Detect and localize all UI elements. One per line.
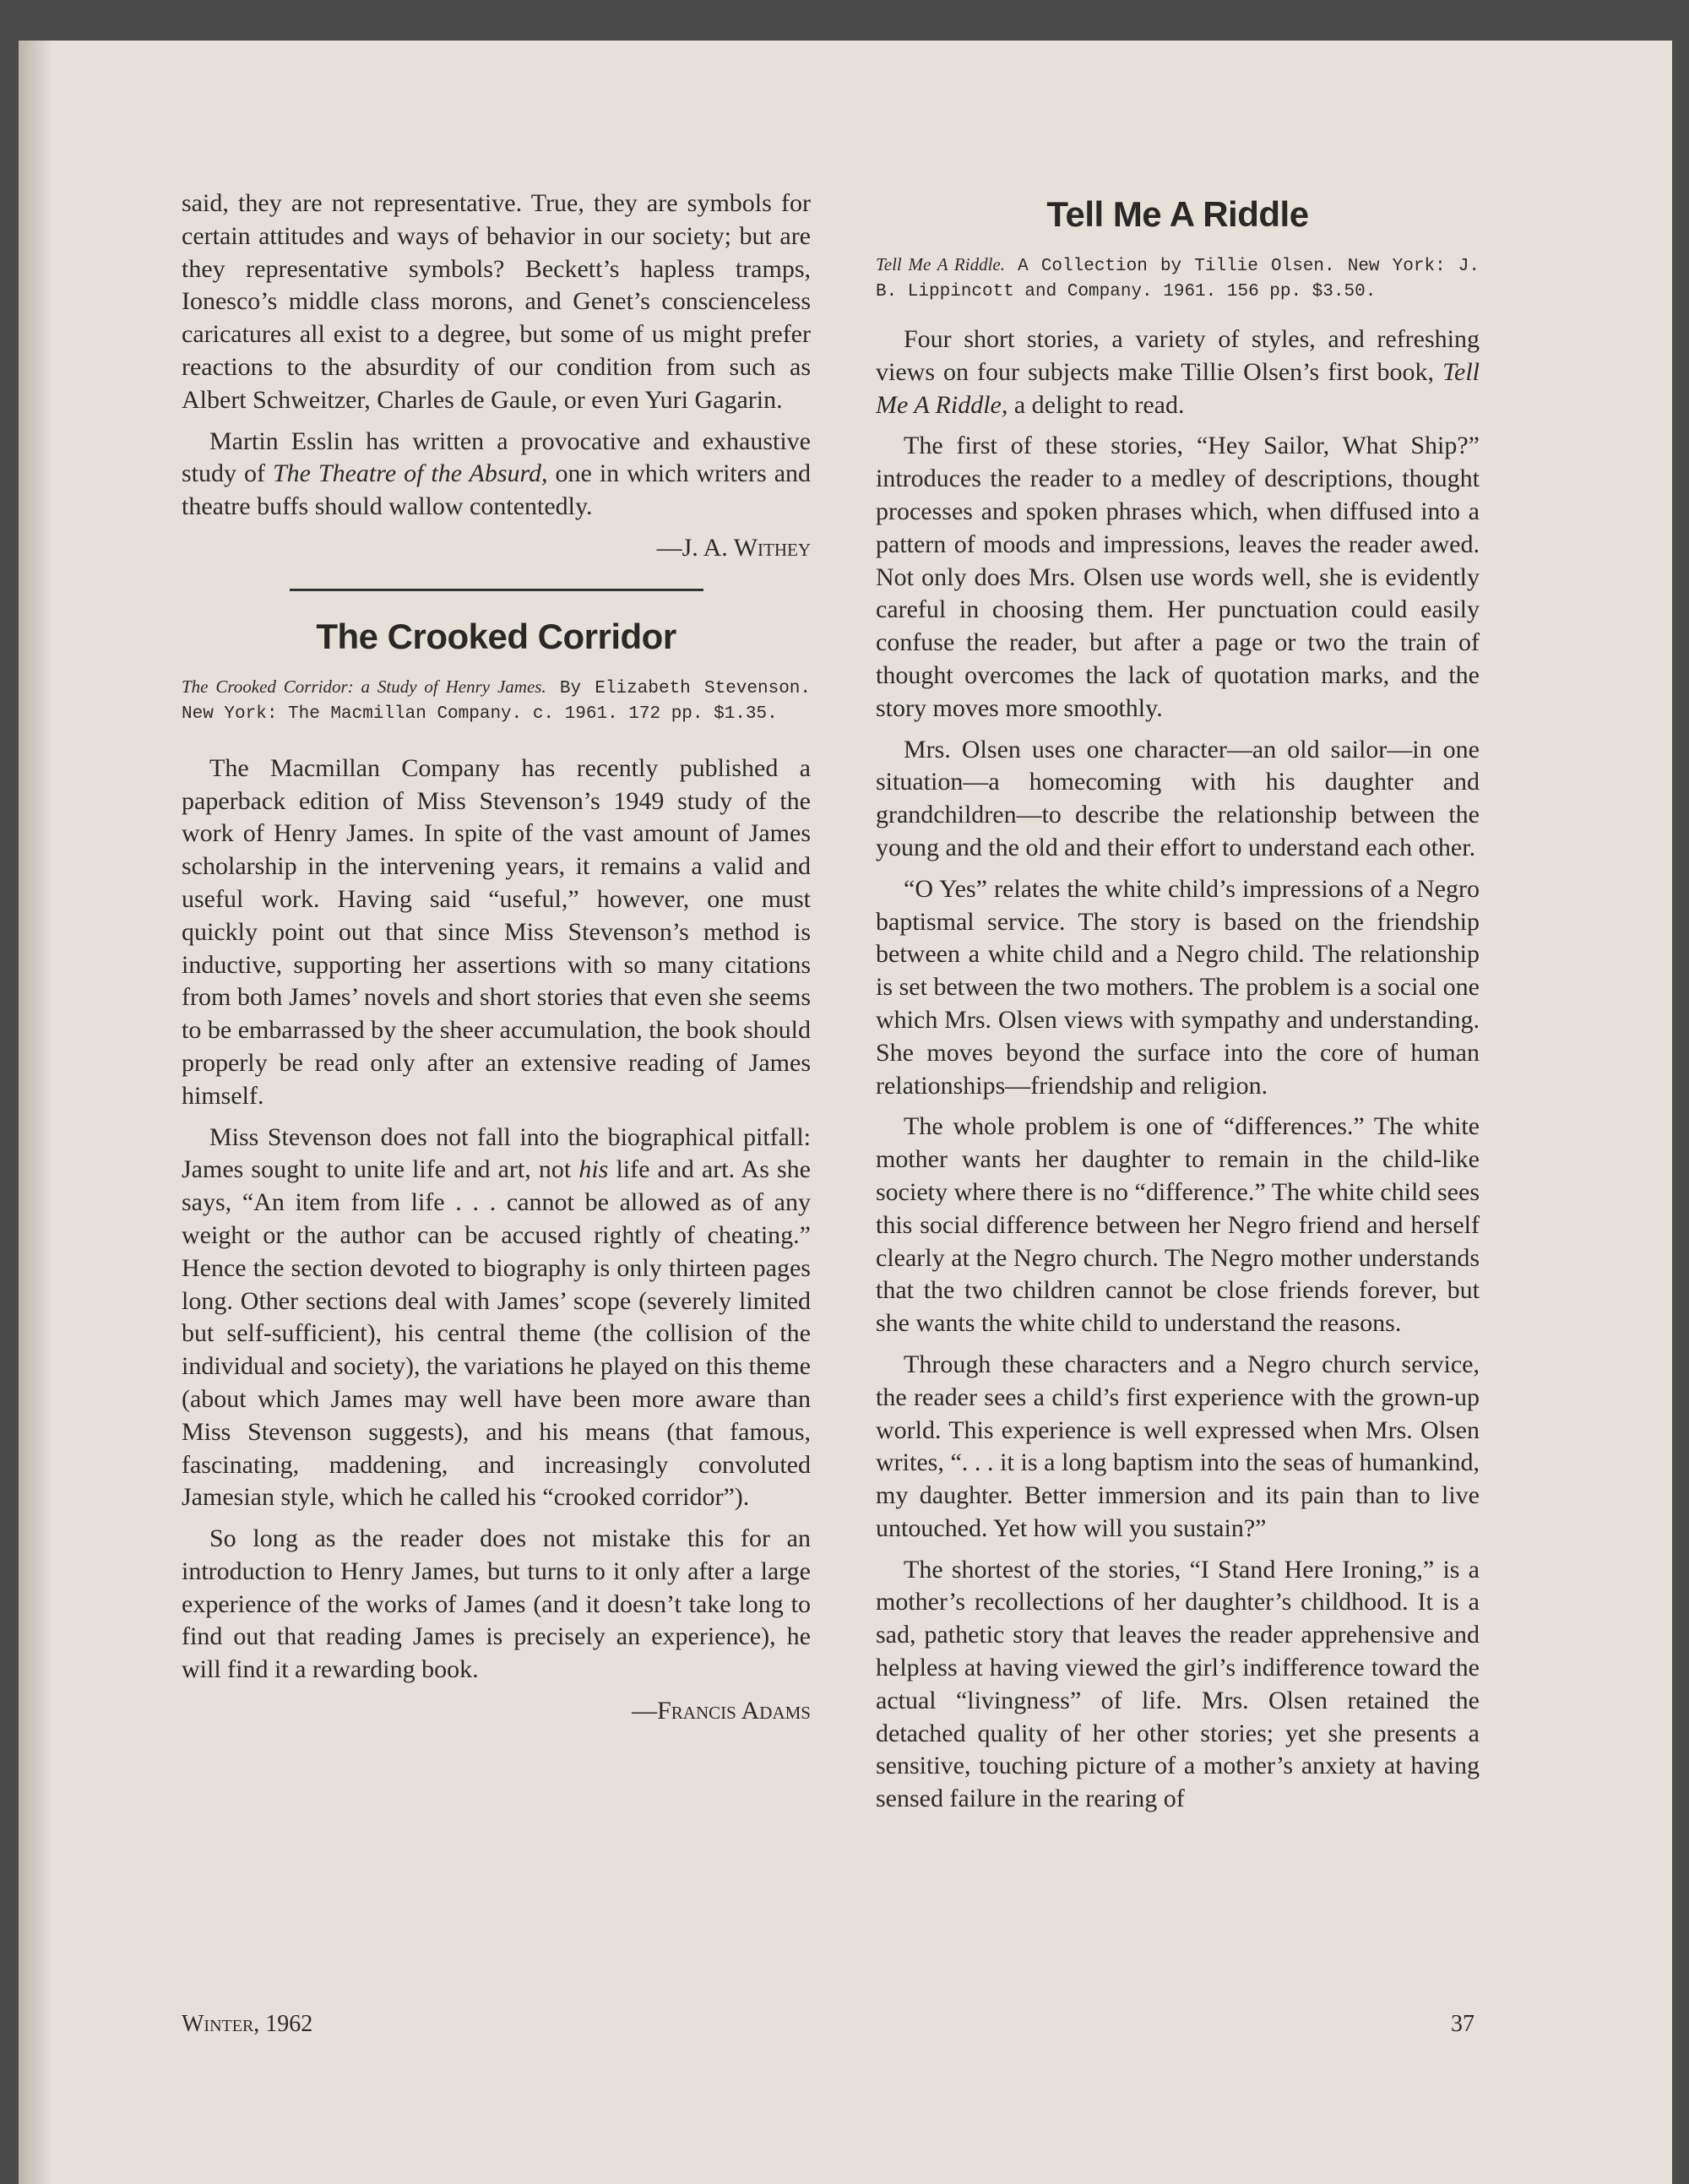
page-number: 37 [1451, 2011, 1474, 2037]
paragraph [182, 187, 811, 417]
paragraph [876, 873, 1480, 1103]
book-citation [876, 252, 1480, 305]
text-run: “O Yes” relates the white child’s impressions of a Negro baptismal service. The story is based on the friendship between a white child and a Negro child. The relationship is set between the two mothers. The problem is a social one which Mrs. Olsen views with sympathy and understanding. She moves beyond the surface into the core of human relationships—friendship and religion. [876, 874, 1480, 1100]
paragraph [182, 752, 811, 1113]
text-run: Mrs. Olsen uses one character—an old sailor—in one situation—a homecoming with his daughter and grandchildren—to describe the relationship between the young and the old and their effort to understand each other. [876, 735, 1480, 861]
review-body [876, 323, 1480, 1816]
section-divider [290, 589, 703, 591]
previous-review-ending [182, 187, 811, 524]
italic-title: The Crooked Corridor: a Study of Henry James. [182, 676, 546, 697]
page-spine-shadow [19, 41, 52, 2184]
text-run: life and art. As she says, “An item from life . . . cannot be allowed as of any weight or the author can be accused rightly of cheating.” Hence the section devoted to biography is only thirteen pages long. Other sections deal with James’ scope (severely limited but self-sufficient), his central theme (the collision of the individual and society), the variations he played on this theme (about which James may well have been more aware than Miss Stevenson suggests), and his means (that famous, fascinating, maddening, and increasingly convoluted Jamesian style, which he called his “crooked corridor”). [182, 1155, 811, 1512]
text-run: The shortest of the stories, “I Stand Here Ironing,” is a mother’s recollections of her daughter’s childhood. It is a sad, pathetic story that leaves the reader apprehensive and helpless at having viewed the girl’s indifference toward the actual “livingness” of life. Mrs. Olsen retained the detached quality of her other stories; yet she presents a sensitive, touching picture of a mother’s anxiety at having sensed failure in the rearing of [876, 1555, 1480, 1813]
text-run: one in which writers and theatre buffs should wallow contentedly. [182, 459, 812, 521]
issue-label: Winter, 1962 [182, 2011, 313, 2037]
paragraph [876, 734, 1480, 865]
review-title: Tell Me A Riddle [1046, 194, 1309, 234]
paragraph [876, 323, 1480, 421]
book-citation [182, 674, 811, 727]
text-run: Through these characters and a Negro church service, the reader sees a child’s first experience with the grown-up world. This experience is well expressed when Mrs. Olsen writes, “. . . it is a long baptism into the seas of humankind, my daughter. Better immersion and its pain than to live untouched. Yet how will you sustain?” [876, 1350, 1480, 1542]
review-body [182, 752, 811, 1687]
review-title: The Crooked Corridor [316, 616, 676, 656]
paragraph [182, 1122, 811, 1515]
paragraph [182, 1523, 811, 1687]
left-column [182, 187, 811, 1752]
paragraph [876, 1111, 1480, 1340]
paragraph [182, 426, 811, 524]
text-run: a delight to read. [1007, 390, 1185, 419]
text-run: The whole problem is one of “differences.” The white mother wants her daughter to remain in the child-like society where there is no “difference.” The white child sees this social difference between her Negro friend and herself clearly at the Negro church. The Negro mother understands that the two children cannot be close friends forever, but she wants the white child to understand the reasons. [876, 1112, 1480, 1338]
text-run: said, they are not representative. True, they are symbols for certain attitudes and ways of behavior in our society; but are they representative symbols? Beckett’s hapless tramps, Ionesco’s middle class morons, and Genet’s conscienceless caricatures all exist to a degree, but some of us might prefer reactions to the absurdity of our condition from such as Albert Schweitzer, Charles de Gaule, or even Yuri Gagarin. [182, 189, 811, 414]
italic-title: his [578, 1155, 609, 1184]
italic-title: The Theatre of the Absurd, [272, 459, 548, 488]
paragraph [876, 430, 1480, 725]
text-run: Martin Esslin has written a provocative and exhaustive study of [182, 426, 811, 488]
paragraph [876, 1349, 1480, 1546]
review-signature: —J. A. Withey [656, 533, 811, 562]
italic-title: Tell Me A Riddle. [876, 254, 1005, 274]
text-run: A Collection by Tillie Olsen. New York: J. B. Lippincott and Company. 1961. 156 pp. $3.50. [876, 257, 1480, 302]
review-signature: —Francis Adams [632, 1697, 811, 1725]
right-column [876, 193, 1480, 1824]
text-run: So long as the reader does not mistake this for an introduction to Henry James, but turns to it only after a large experience of the works of James (and it doesn’t take long to find out that reading James is precisely an experience), he will find it a rewarding book. [182, 1524, 811, 1684]
paragraph [876, 1554, 1480, 1816]
text-run: The first of these stories, “Hey Sailor, What Ship?” introduces the reader to a medley of descriptions, thought processes and spoken phrases which, when diffused into a pattern of moods and impressions, leaves the reader awed. Not only does Mrs. Olsen use words well, she is evidently careful in choosing them. Her punctuation could easily confuse the reader, but after a page or two the train of thought overcomes the lack of quotation marks, and the story moves more smoothly. [876, 432, 1480, 722]
italic-title: Tell Me A Riddle, [876, 357, 1480, 419]
text-run: The Macmillan Company has recently published a paperback edition of Miss Stevenson’s 1949 study of the work of Henry James. In spite of the vast amount of James scholarship in the intervening years, it remains a valid and useful work. Having said “useful,” however, one must quickly point out that since Miss Stevenson’s method is inductive, supporting her assertions with so many citations from both James’ novels and short stories that even she seems to be embarrassed by the sheer accumulation, the book should properly be read only after an extensive reading of James himself. [182, 753, 811, 1110]
text-run: Four short stories, a variety of styles, and refreshing views on four subjects make Tillie Olsen’s first book, [876, 325, 1480, 386]
text-run: By Elizabeth Stevenson. New York: The Macmillan Company. c. 1961. 172 pp. $1.35. [182, 678, 811, 724]
text-run: Miss Stevenson does not fall into the biographical pitfall: James sought to unite life and art, not [182, 1122, 811, 1184]
